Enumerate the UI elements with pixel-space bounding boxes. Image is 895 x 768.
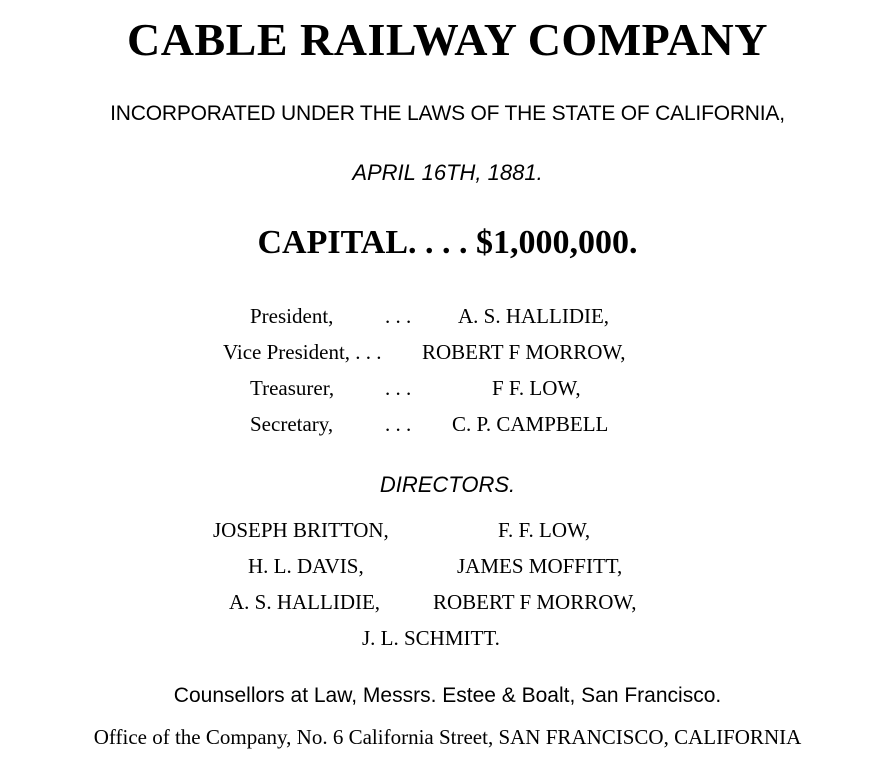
officer-dots: . . . bbox=[385, 304, 412, 328]
counsellors-line: Counsellors at Law, Messrs. Estee & Boalt, San Francisco. bbox=[173, 684, 722, 707]
officer-name: C. P. CAMPBELL bbox=[452, 412, 609, 436]
officer-title: Treasurer, bbox=[250, 376, 335, 400]
officer-dots: . . . bbox=[385, 412, 412, 436]
director-name: A. S. HALLIDIE, bbox=[229, 590, 381, 614]
officer-title: President, bbox=[250, 304, 334, 328]
office-address-line: Office of the Company, No. 6 California Street, SAN FRANCISCO, CALIFORNIA bbox=[93, 725, 802, 749]
director-name: ROBERT F MORROW, bbox=[433, 590, 637, 614]
director-name: H. L. DAVIS, bbox=[248, 554, 364, 578]
directors-heading: DIRECTORS. bbox=[379, 472, 516, 497]
director-name: F. F. LOW, bbox=[498, 518, 591, 542]
director-name: JOSEPH BRITTON, bbox=[213, 518, 389, 542]
incorporation-line: INCORPORATED UNDER THE LAWS OF THE STATE OF CALIFORNIA, bbox=[110, 102, 785, 125]
officer-name: A. S. HALLIDIE, bbox=[458, 304, 610, 328]
officer-name: ROBERT F MORROW, bbox=[422, 340, 626, 364]
company-title: CABLE RAILWAY COMPANY bbox=[127, 14, 768, 65]
officer-name: F F. LOW, bbox=[492, 376, 581, 400]
director-name: JAMES MOFFITT, bbox=[457, 554, 623, 578]
officer-dots: . . . bbox=[385, 376, 412, 400]
officer-title: Vice President, . . . bbox=[223, 340, 382, 364]
incorporation-date: APRIL 16TH, 1881. bbox=[352, 160, 543, 185]
capital-line: CAPITAL. . . . $1,000,000. bbox=[257, 224, 638, 261]
officer-title: Secretary, bbox=[250, 412, 334, 436]
director-name: J. L. SCHMITT. bbox=[362, 626, 500, 650]
